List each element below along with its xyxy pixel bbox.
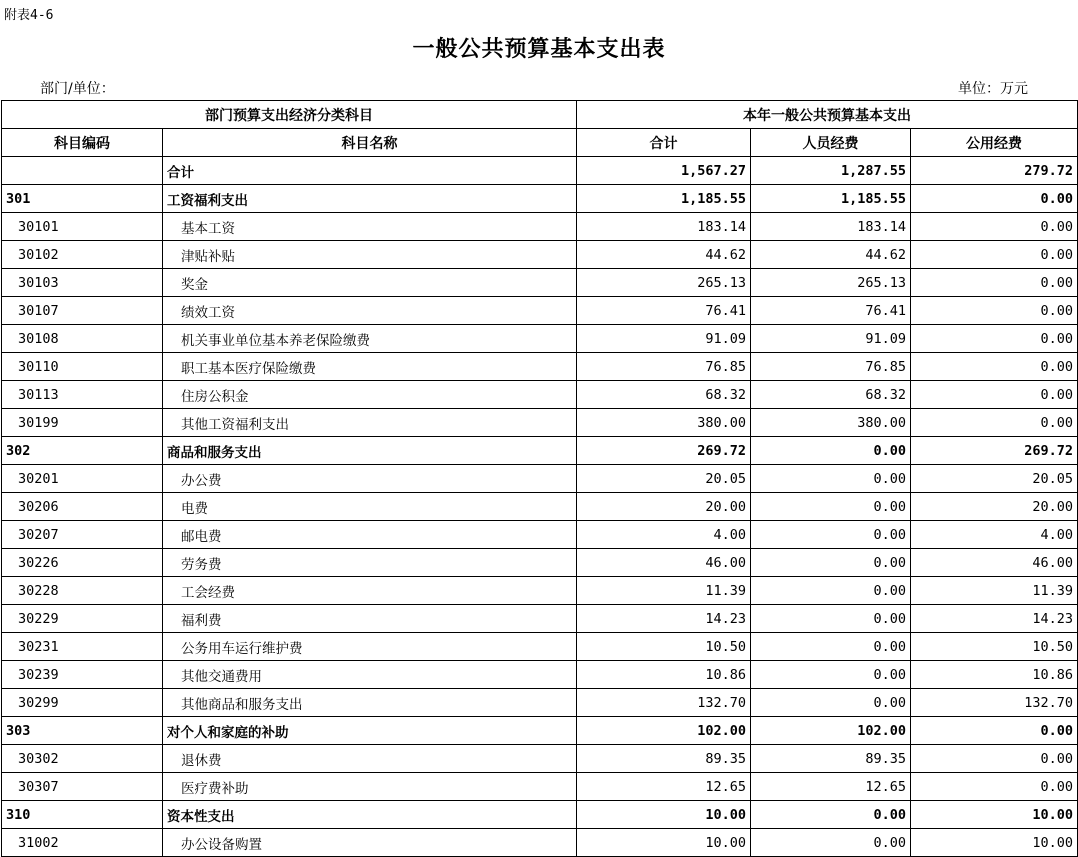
cell-personnel: 1,185.55 — [751, 185, 911, 213]
cell-personnel: 44.62 — [751, 241, 911, 269]
header-personnel: 人员经费 — [751, 129, 911, 157]
cell-personnel: 0.00 — [751, 829, 911, 857]
table-row — [2, 717, 1078, 745]
cell-name: 电费 — [163, 493, 577, 521]
cell-name: 绩效工资 — [163, 297, 577, 325]
cell-name: 工会经费 — [163, 577, 577, 605]
cell-public: 20.00 — [911, 493, 1078, 521]
cell-public: 0.00 — [911, 297, 1078, 325]
cell-public: 20.05 — [911, 465, 1078, 493]
cell-code: 30108 — [2, 325, 163, 353]
table-row — [2, 325, 1078, 353]
cell-total: 265.13 — [577, 269, 751, 297]
cell-name: 其他工资福利支出 — [163, 409, 577, 437]
cell-total: 269.72 — [577, 437, 751, 465]
table-row — [2, 409, 1078, 437]
cell-code: 30206 — [2, 493, 163, 521]
table-row — [2, 381, 1078, 409]
cell-total: 10.86 — [577, 661, 751, 689]
cell-personnel: 76.85 — [751, 353, 911, 381]
header-group-row — [2, 101, 1078, 129]
header-code: 科目编码 — [2, 129, 163, 157]
cell-personnel: 0.00 — [751, 437, 911, 465]
cell-code: 30207 — [2, 521, 163, 549]
table-row — [2, 605, 1078, 633]
cell-public: 0.00 — [911, 241, 1078, 269]
table-row — [2, 745, 1078, 773]
table-row — [2, 213, 1078, 241]
cell-code: 310 — [2, 801, 163, 829]
table-row — [2, 577, 1078, 605]
cell-total: 46.00 — [577, 549, 751, 577]
cell-public: 10.00 — [911, 829, 1078, 857]
cell-name: 医疗费补助 — [163, 773, 577, 801]
cell-name: 公务用车运行维护费 — [163, 633, 577, 661]
cell-name: 办公费 — [163, 465, 577, 493]
table-row — [2, 549, 1078, 577]
cell-personnel: 0.00 — [751, 689, 911, 717]
cell-public: 46.00 — [911, 549, 1078, 577]
cell-total: 68.32 — [577, 381, 751, 409]
cell-personnel: 0.00 — [751, 465, 911, 493]
header-column-row — [2, 129, 1078, 157]
cell-code: 30199 — [2, 409, 163, 437]
cell-name: 其他商品和服务支出 — [163, 689, 577, 717]
cell-public: 10.50 — [911, 633, 1078, 661]
table-row — [2, 521, 1078, 549]
cell-personnel: 0.00 — [751, 633, 911, 661]
cell-public: 11.39 — [911, 577, 1078, 605]
cell-personnel: 265.13 — [751, 269, 911, 297]
cell-name: 对个人和家庭的补助 — [163, 717, 577, 745]
cell-personnel: 68.32 — [751, 381, 911, 409]
table-row — [2, 689, 1078, 717]
cell-public: 0.00 — [911, 717, 1078, 745]
cell-public: 132.70 — [911, 689, 1078, 717]
cell-public: 0.00 — [911, 745, 1078, 773]
cell-code — [2, 157, 163, 185]
cell-personnel: 0.00 — [751, 661, 911, 689]
cell-name: 劳务费 — [163, 549, 577, 577]
table-row — [2, 157, 1078, 185]
table-row — [2, 661, 1078, 689]
table-row — [2, 437, 1078, 465]
cell-total: 4.00 — [577, 521, 751, 549]
cell-public: 0.00 — [911, 409, 1078, 437]
table-row — [2, 241, 1078, 269]
cell-total: 89.35 — [577, 745, 751, 773]
cell-code: 30228 — [2, 577, 163, 605]
cell-code: 30101 — [2, 213, 163, 241]
cell-personnel: 0.00 — [751, 801, 911, 829]
cell-total: 1,185.55 — [577, 185, 751, 213]
cell-personnel: 0.00 — [751, 521, 911, 549]
cell-public: 269.72 — [911, 437, 1078, 465]
cell-public: 0.00 — [911, 325, 1078, 353]
cell-total: 11.39 — [577, 577, 751, 605]
unit-label: 单位：万元 — [958, 81, 1028, 97]
cell-name: 奖金 — [163, 269, 577, 297]
cell-name: 职工基本医疗保险缴费 — [163, 353, 577, 381]
cell-total: 20.00 — [577, 493, 751, 521]
cell-name: 商品和服务支出 — [163, 437, 577, 465]
cell-public: 4.00 — [911, 521, 1078, 549]
cell-name: 邮电费 — [163, 521, 577, 549]
cell-name: 合计 — [163, 157, 577, 185]
cell-total: 44.62 — [577, 241, 751, 269]
cell-personnel: 12.65 — [751, 773, 911, 801]
table-row — [2, 773, 1078, 801]
budget-table — [1, 100, 1078, 857]
cell-code: 30239 — [2, 661, 163, 689]
cell-total: 20.05 — [577, 465, 751, 493]
cell-name: 福利费 — [163, 605, 577, 633]
header-name: 科目名称 — [163, 129, 577, 157]
header-total: 合计 — [577, 129, 751, 157]
cell-code: 30113 — [2, 381, 163, 409]
cell-personnel: 380.00 — [751, 409, 911, 437]
cell-code: 30110 — [2, 353, 163, 381]
cell-total: 10.00 — [577, 829, 751, 857]
cell-personnel: 76.41 — [751, 297, 911, 325]
cell-public: 0.00 — [911, 185, 1078, 213]
cell-code: 302 — [2, 437, 163, 465]
cell-public: 0.00 — [911, 213, 1078, 241]
cell-public: 0.00 — [911, 353, 1078, 381]
cell-name: 津贴补贴 — [163, 241, 577, 269]
cell-code: 30302 — [2, 745, 163, 773]
cell-code: 30231 — [2, 633, 163, 661]
table-row — [2, 829, 1078, 857]
cell-public: 10.86 — [911, 661, 1078, 689]
cell-public: 14.23 — [911, 605, 1078, 633]
cell-personnel: 183.14 — [751, 213, 911, 241]
table-row — [2, 493, 1078, 521]
cell-total: 91.09 — [577, 325, 751, 353]
cell-personnel: 91.09 — [751, 325, 911, 353]
cell-personnel: 102.00 — [751, 717, 911, 745]
table-body — [2, 157, 1078, 857]
table-row — [2, 185, 1078, 213]
cell-name: 资本性支出 — [163, 801, 577, 829]
cell-personnel: 0.00 — [751, 493, 911, 521]
cell-total: 10.50 — [577, 633, 751, 661]
cell-name: 工资福利支出 — [163, 185, 577, 213]
cell-total: 132.70 — [577, 689, 751, 717]
cell-name: 退休费 — [163, 745, 577, 773]
table-row — [2, 465, 1078, 493]
cell-name: 基本工资 — [163, 213, 577, 241]
cell-code: 301 — [2, 185, 163, 213]
cell-total: 14.23 — [577, 605, 751, 633]
department-label: 部门/单位： — [40, 81, 115, 97]
cell-code: 30226 — [2, 549, 163, 577]
cell-code: 30102 — [2, 241, 163, 269]
cell-total: 183.14 — [577, 213, 751, 241]
cell-name: 住房公积金 — [163, 381, 577, 409]
cell-personnel: 89.35 — [751, 745, 911, 773]
cell-personnel: 0.00 — [751, 605, 911, 633]
cell-name: 办公设备购置 — [163, 829, 577, 857]
table-row — [2, 633, 1078, 661]
cell-total: 380.00 — [577, 409, 751, 437]
cell-public: 0.00 — [911, 773, 1078, 801]
table-row — [2, 801, 1078, 829]
cell-code: 303 — [2, 717, 163, 745]
cell-total: 1,567.27 — [577, 157, 751, 185]
cell-name: 机关事业单位基本养老保险缴费 — [163, 325, 577, 353]
page-title: 一般公共预算基本支出表 — [412, 36, 666, 62]
header-group-left: 部门预算支出经济分类科目 — [2, 101, 577, 129]
cell-code: 30201 — [2, 465, 163, 493]
cell-total: 12.65 — [577, 773, 751, 801]
cell-code: 30307 — [2, 773, 163, 801]
cell-name: 其他交通费用 — [163, 661, 577, 689]
table-row — [2, 269, 1078, 297]
cell-personnel: 1,287.55 — [751, 157, 911, 185]
cell-code: 31002 — [2, 829, 163, 857]
header-public: 公用经费 — [911, 129, 1078, 157]
cell-public: 279.72 — [911, 157, 1078, 185]
table-row — [2, 353, 1078, 381]
cell-personnel: 0.00 — [751, 577, 911, 605]
cell-code: 30107 — [2, 297, 163, 325]
header-group-right: 本年一般公共预算基本支出 — [577, 101, 1078, 129]
cell-public: 0.00 — [911, 269, 1078, 297]
cell-total: 102.00 — [577, 717, 751, 745]
cell-personnel: 0.00 — [751, 549, 911, 577]
cell-code: 30299 — [2, 689, 163, 717]
attachment-label: 附表4-6 — [4, 8, 54, 23]
cell-code: 30103 — [2, 269, 163, 297]
cell-total: 10.00 — [577, 801, 751, 829]
cell-public: 10.00 — [911, 801, 1078, 829]
cell-total: 76.85 — [577, 353, 751, 381]
cell-public: 0.00 — [911, 381, 1078, 409]
cell-code: 30229 — [2, 605, 163, 633]
table-row — [2, 297, 1078, 325]
cell-total: 76.41 — [577, 297, 751, 325]
